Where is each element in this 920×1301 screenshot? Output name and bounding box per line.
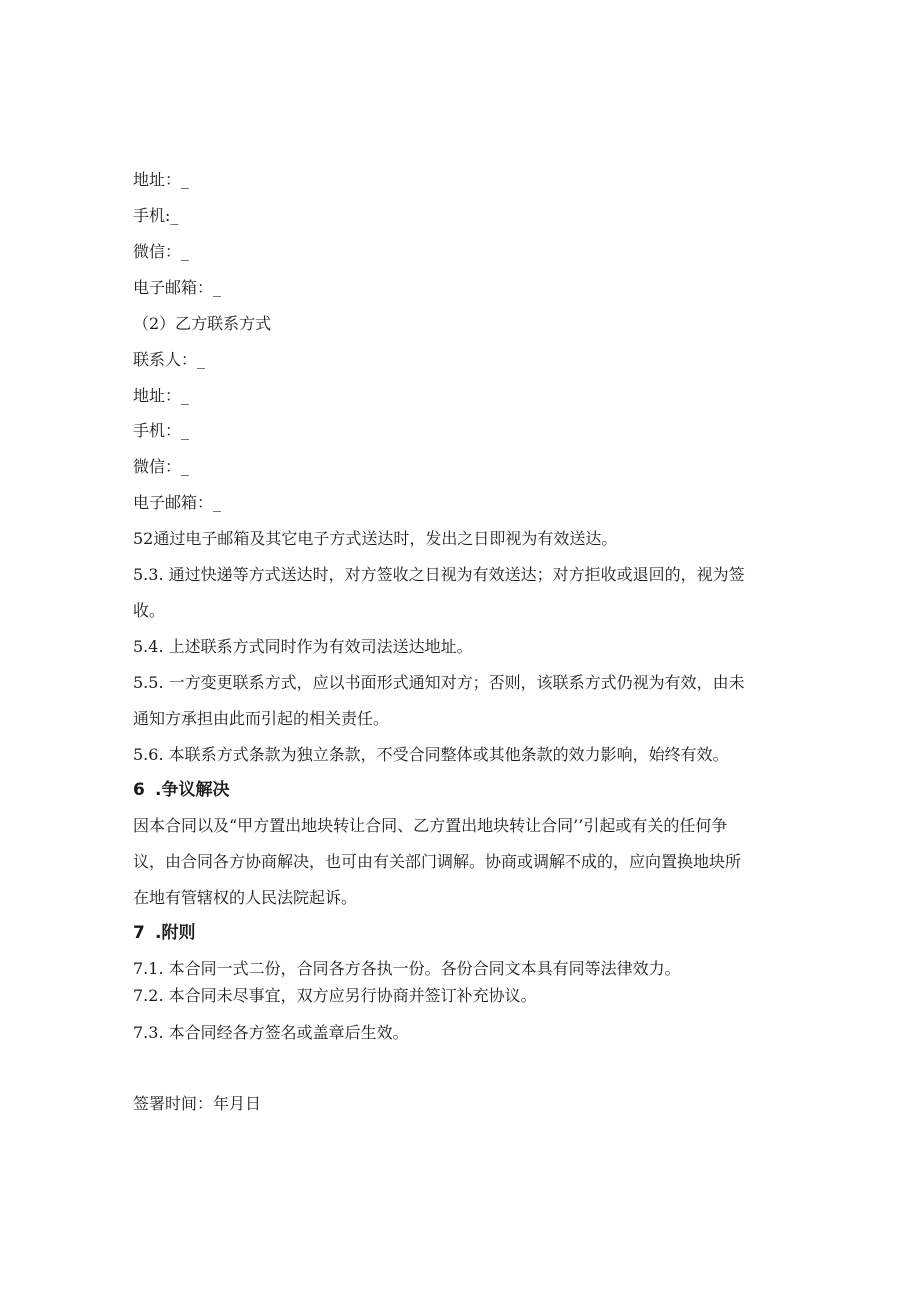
section-6-heading [133, 779, 229, 801]
clause-5-3-line1: 5.3. 通过快递等方式送达时，对方签收之日视为有效送达；对方拒收或退回的，视为签 [133, 565, 745, 584]
party-a-wechat: 微信：_ [133, 242, 190, 261]
clause-7-1: 7.1. 本合同一式二份，合同各方各执一份。各份合同文本具有同等法律效力。 [133, 959, 681, 978]
party-b-address: 地址：_ [133, 386, 190, 405]
clause-5-4: 5.4. 上述联系方式同时作为有效司法送达地址。 [133, 637, 473, 656]
clause-5-5-line2: 通知方承担由此而引起的相关责任。 [133, 709, 390, 728]
party-b-mobile: 手机：_ [133, 421, 190, 440]
clause-5-6: 5.6. 本联系方式条款为独立条款，不受合同整体或其他条款的效力影响，始终有效。 [133, 745, 729, 764]
party-b-heading: （2）乙方联系方式 [133, 314, 272, 333]
section-6-line2: 议，由合同各方协商解决，也可由有关部门调解。协商或调解不成的，应向置换地块所 [133, 852, 742, 871]
clause-7-3: 7.3. 本合同经各方签名或盖章后生效。 [133, 1023, 409, 1042]
party-b-email: 电子邮箱：_ [133, 493, 222, 512]
section-7-number: 7 [133, 923, 145, 943]
clause-5-3-line2: 收。 [133, 601, 166, 620]
section-7-title: .附则 [155, 923, 196, 943]
party-a-mobile: 手机:_ [133, 206, 179, 225]
signing-time: 签署时间：年月日 [133, 1094, 262, 1113]
party-a-email: 电子邮箱：_ [133, 278, 222, 297]
section-6-line3: 在地有管辖权的人民法院起诉。 [133, 888, 358, 907]
section-6-title: .争议解决 [155, 780, 230, 800]
clause-5-5-line1: 5.5. 一方变更联系方式，应以书面形式通知对方；否则，该联系方式仍视为有效，由未 [133, 673, 745, 692]
party-b-contact-person: 联系人：_ [133, 350, 206, 369]
clause-7-2: 7.2. 本合同未尽事宜，双方应另行协商并签订补充协议。 [133, 986, 537, 1005]
party-b-wechat: 微信：_ [133, 457, 190, 476]
clause-5-2: 52通过电子邮箱及其它电子方式送达时，发出之日即视为有效送达。 [133, 529, 618, 548]
party-a-address: 地址：_ [133, 170, 190, 189]
section-6-line1: 因本合同以及“甲方置出地块转让合同、乙方置出地块转让合同’’引起或有关的任何争 [133, 816, 728, 835]
section-6-number: 6 [133, 780, 145, 800]
section-7-heading [133, 922, 195, 944]
